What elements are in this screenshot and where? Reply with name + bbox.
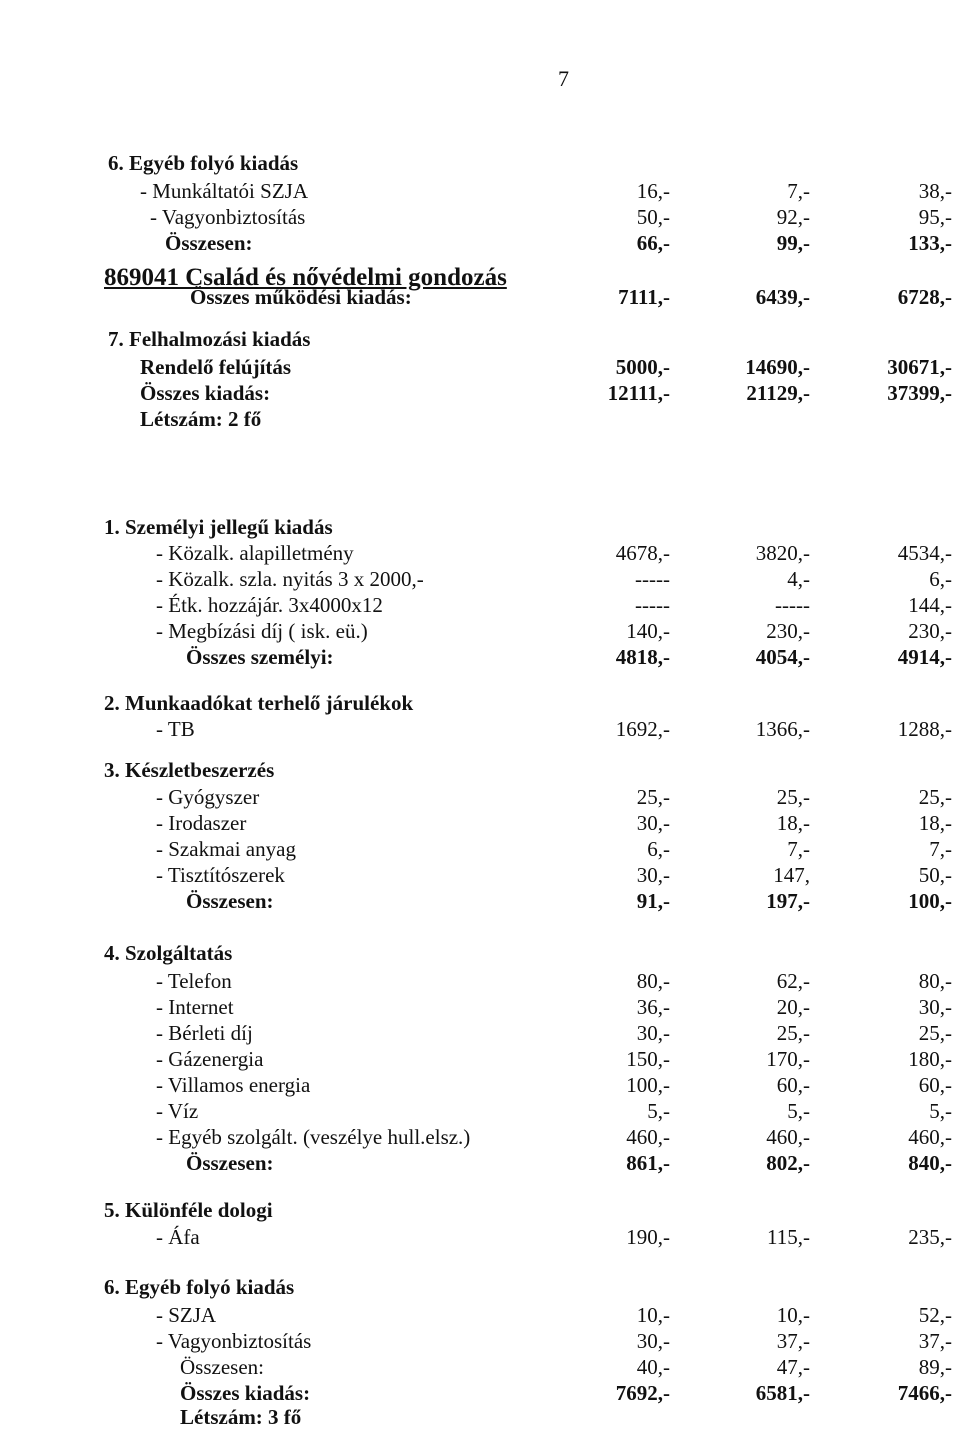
table-row: - Gázenergia 150,- 170,- 180,-: [156, 1047, 952, 1071]
table-row: Összes kiadás: 12111,- 21129,- 37399,-: [140, 381, 952, 405]
staff-count: Létszám: 2 fő: [140, 407, 262, 431]
table-row: - Munkáltatói SZJA 16,- 7,- 38,-: [140, 179, 952, 203]
table-row: - SZJA 10,- 10,- 52,-: [156, 1303, 952, 1327]
section-heading: 5. Különféle dologi: [104, 1198, 273, 1222]
table-row: Rendelő felújítás 5000,- 14690,- 30671,-: [140, 355, 952, 379]
total-row: Összesen: 861,- 802,- 840,-: [186, 1151, 952, 1175]
section-heading: 2. Munkaadókat terhelő járulékok: [104, 691, 414, 715]
table-row: - Gyógyszer 25,- 25,- 25,-: [156, 785, 952, 809]
table-row: - Megbízási díj ( isk. eü.) 140,- 230,- 230,-: [156, 619, 952, 643]
table-row: - Étk. hozzájár. 3x4000x12 ----- ----- 144,-: [156, 593, 952, 617]
section-heading: 6. Egyéb folyó kiadás: [108, 151, 299, 175]
total-row: Összesen: 66,- 99,- 133,-: [165, 231, 952, 255]
total-row: Összes személyi: 4818,- 4054,- 4914,-: [186, 645, 952, 669]
section-heading: 3. Készletbeszerzés: [104, 758, 275, 782]
table-row: - Vagyonbiztosítás 50,- 92,- 95,-: [150, 205, 952, 229]
table-row: Összesen: 40,- 47,- 89,-: [180, 1355, 952, 1379]
section-heading: 4. Szolgáltatás: [104, 941, 233, 965]
operating-total-row: Összes működési kiadás: 7111,- 6439,- 6728,-: [190, 285, 952, 309]
table-row: - Egyéb szolgált. (veszélye hull.elsz.) 460,- 460,- 460,-: [156, 1125, 952, 1149]
table-row: - Szakmai anyag 6,- 7,- 7,-: [156, 837, 952, 861]
total-row: Összes kiadás: 7692,- 6581,- 7466,-: [180, 1381, 952, 1405]
section-heading: 1. Személyi jellegű kiadás: [104, 515, 333, 539]
table-row: - Közalk. szla. nyitás 3 x 2000,- ----- 4,- 6,-: [156, 567, 952, 591]
staff-count: Létszám: 3 fő: [180, 1405, 302, 1429]
table-row: - Vagyonbiztosítás 30,- 37,- 37,-: [156, 1329, 952, 1353]
total-row: Összesen: 91,- 197,- 100,-: [186, 889, 952, 913]
table-row: - Villamos energia 100,- 60,- 60,-: [156, 1073, 952, 1097]
table-row: - Víz 5,- 5,- 5,-: [156, 1099, 952, 1123]
table-row: - Irodaszer 30,- 18,- 18,-: [156, 811, 952, 835]
section-heading: 6. Egyéb folyó kiadás: [104, 1275, 295, 1299]
table-row: - Áfa 190,- 115,- 235,-: [156, 1225, 952, 1249]
table-row: - Internet 36,- 20,- 30,-: [156, 995, 952, 1019]
table-row: - Tisztítószerek 30,- 147, 50,-: [156, 863, 952, 887]
table-row: - Telefon 80,- 62,- 80,-: [156, 969, 952, 993]
table-row: - TB 1692,- 1366,- 1288,-: [156, 717, 952, 741]
section-heading: 7. Felhalmozási kiadás: [108, 327, 311, 351]
table-row: - Bérleti díj 30,- 25,- 25,-: [156, 1021, 952, 1045]
table-row: - Közalk. alapilletmény 4678,- 3820,- 4534,-: [156, 541, 952, 565]
section-title: 869041 Család és nővédelmi gondozás: [104, 264, 507, 291]
page-number: 7: [558, 66, 569, 91]
